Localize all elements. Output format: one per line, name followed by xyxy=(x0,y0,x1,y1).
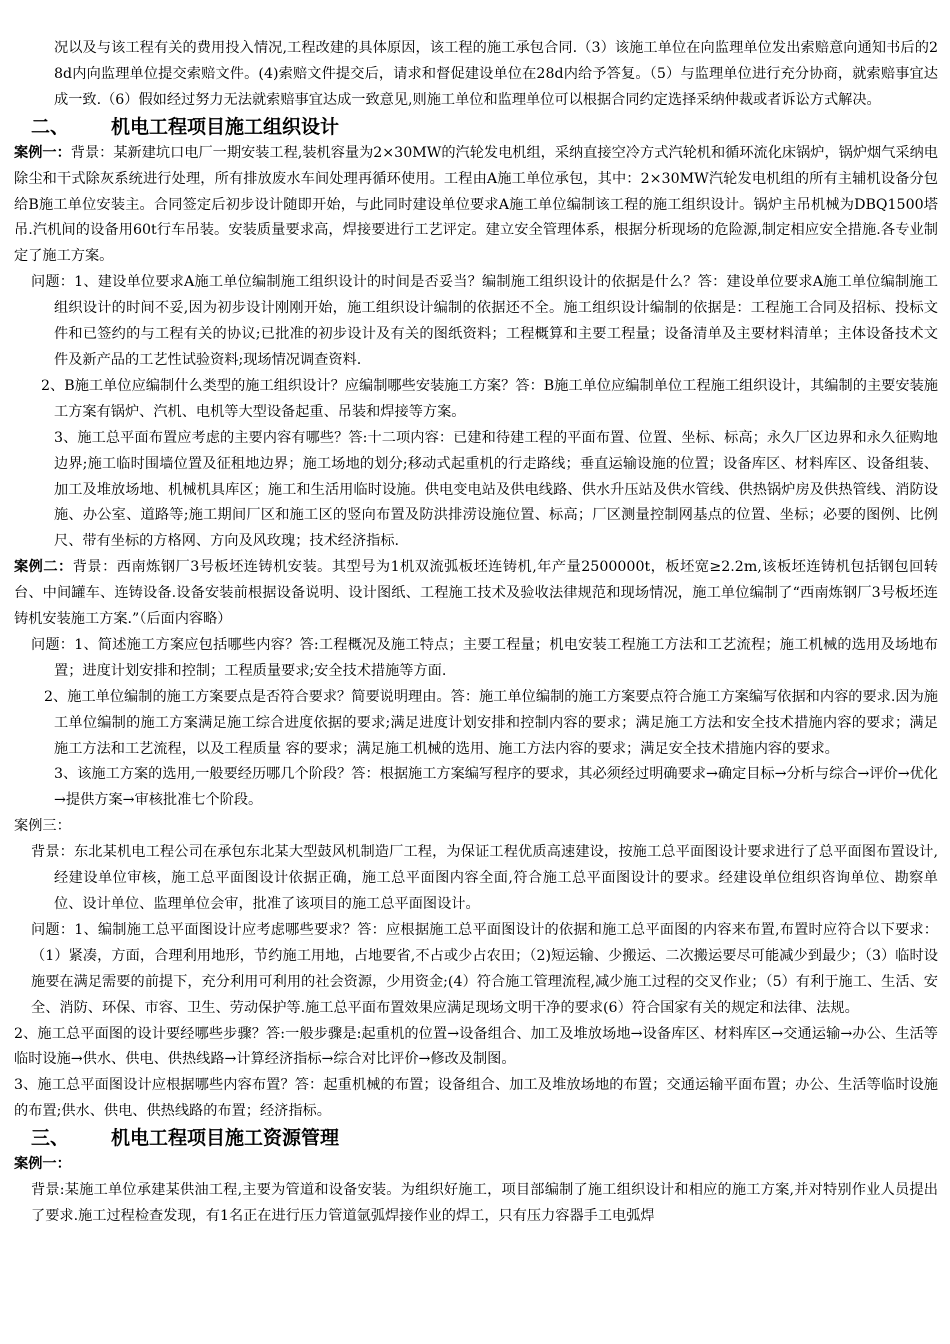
document-page xyxy=(14,36,938,1230)
case-background-text: 背景：西南炼钢厂3号板坯连铸机安装。其型号为1机双流弧板坯连铸机,年产量2500000t，板坯宽≥2.2m,该板坯连铸机包括钢包回转台、中间罐车、连铸设备.设备安装前根据设备说明、设计图纸、工程施工技术及验收法律规范和现场情况，施工单位编制了“西南炼钢厂3号板坯连铸机安装施工方案.”（后面内容略） xyxy=(14,559,938,628)
case-1-question-1: 问题：1、建设单位要求A施工单位编制施工组织设计的时间是否妥当？编制施工组织设计的依据是什么？答：建设单位要求A施工单位编制施工组织设计的时间不妥,因为初步设计刚刚开始，施工组织设计编制的依据还不全。施工组织设计编制的依据是：工程施工合同及招标、投标文件和已签约的与工程有关的协议;已批准的初步设计及有关的图纸资料；工程概算和主要工程量；设备清单及主要材料清单；主体设备技术文件及新产品的工艺性试验资料;现场情况调查资料. xyxy=(31,274,938,368)
case-2-background xyxy=(14,555,938,633)
case-label: 案例一： xyxy=(14,144,71,161)
section-number: 二、 xyxy=(31,115,70,138)
case-3-label: 案例三： xyxy=(14,818,71,835)
case-label: 案例二： xyxy=(14,559,73,576)
case-1-question-3: 3、施工总平面布置应考虑的主要内容有哪些？答:十二项内容：已建和待建工程的平面布置、位置、坐标、标高；永久厂区边界和永久征购地边界;施工临时围墙位置及征租地边界；施工场地的划分;移动式起重机的行走路线；垂直运输设施的位置；设备库区、材料库区、设备组装、加工及堆放场地、机械机具库区；施工和生活用临时设施。供电变电站及供电线路、供水升压站及供水管线、供热锅炉房及供热管线、消防设施、办公室、道路等;施工期间厂区和施工区的竖向布置及防洪排涝设施位置、标高；厂区测量控制网基点的位置、坐标；必要的图例、比例尺、带有坐标的方格网、方向及风玫瑰；技术经济指标. xyxy=(54,429,938,550)
section-heading-3 xyxy=(14,1125,938,1152)
case-2-question-3: 3、该施工方案的选用,一般要经历哪几个阶段？答：根据施工方案编写程序的要求，其必须经过明确要求→确定目标→分析与综合→评价→优化→提供方案→审核批准七个阶段。 xyxy=(54,766,938,809)
case-3-question-3: 3、施工总平面图设计应根据哪些内容布置？答：起重机械的布置；设备组合、加工及堆放场地的布置；交通运输平面布置；办公、生活等临时设施的布置;供水、供电、供热线路的布置；经济指标。 xyxy=(14,1077,938,1120)
case-background-text: 背景：某新建坑口电厂一期安装工程,装机容量为2×30MW的汽轮发电机组，采纳直接空冷方式汽轮机和循环流化床锅炉，锅炉烟气采纳电除尘和干式除灰系统进行处理，所有排放废水车间处理再循环使用。工程由A施工单位承包，其中：2×30MW汽轮发电机组的所有主辅机设备分包给B施工单位安装主。合同签定后初步设计随即开始，与此同时建设单位要求A施工单位编制该工程的施工组织设计。锅炉主吊机械为DBQ1500塔吊.汽机间的设备用60t行车吊装。安装质量要求高，焊接要进行工艺评定。建立安全管理体系，根据分析现场的危险源,制定相应安全措施.各专业制定了施工方案。 xyxy=(14,144,938,265)
intro-paragraph: 况以及与该工程有关的费用投入情况,工程改建的具体原因，该工程的施工承包合同.（3）该施工单位在向监理单位发出索赔意向通知书后的28d内向监理单位提交索赔文件。(4)索赔文件提交后，请求和督促建设单位在28d内给予答复。（5）与监理单位进行充分协商，就索赔事宜达成一致.（6）假如经过努力无法就索赔事宜达成一致意见,则施工单位和监理单位可以根据合同约定选择采纳仲裁或者诉讼方式解决。 xyxy=(54,40,938,108)
case-3-question-2: 2、施工总平面图的设计要经哪些步骤？答:一般步骤是:起重机的位置→设备组合、加工及堆放场地→设备库区、材料库区→交通运输→办公、生活等临时设施→供水、供电、供热线路→计算经济指标→综合对比评价→修改及制图。 xyxy=(14,1025,938,1068)
case-1-background xyxy=(14,141,938,271)
section-number: 三、 xyxy=(31,1127,70,1150)
case-label: 案例一： xyxy=(14,1156,71,1173)
case-2-question-2: 2、施工单位编制的施工方案要点是否符合要求？简要说明理由。答：施工单位编制的施工方案要点符合施工方案编写依据和内容的要求.因为施工单位编制的施工方案满足施工综合进度依据的要求;满足进度计划安排和控制内容的要求；满足施工方法和安全技术措施内容的要求；满足施工方法和工艺流程，以及工程质量 容的要求；满足施工机械的选用、施工方法内容的要求；满足安全技术措施内容的要求。 xyxy=(44,688,938,757)
section-title: 机电工程项目施工组织设计 xyxy=(111,115,340,138)
section-3-case-1-background: 背景:某施工单位承建某供油工程,主要为管道和设备安装。为组织好施工，项目部编制了施工组织设计和相应的施工方案,并对特别作业人员提出了要求.施工过程检查发现，有1名正在进行压力管道氩弧焊接作业的焊工，只有压力容器手工电弧焊 xyxy=(31,1182,938,1224)
case-3-question-1: 问题：1、编制施工总平面图设计应考虑哪些要求？答：应根据施工总平面图设计的依据和施工总平面图的内容来布置,布置时应符合以下要求：（1）紧凑，方面，合理利用地形，节约施工用地，占地要省,不占或少占农田；（2)短运输、少搬运、二次搬运要尽可能减少到最少；（3）临时设施要在满足需要的前提下，充分利用可利用的社会资源，少用资金;(4）符合施工管理流程,减少施工过程的交叉作业；（5）有利于施工、生活、安全、消防、环保、市容、卫生、劳动保护等.施工总平面布置效果应满足现场文明干净的要求(6）符合国家有关的规定和法律、法规。 xyxy=(31,921,938,1016)
case-2-question-1: 问题：1、简述施工方案应包括哪些内容？答:工程概况及施工特点；主要工程量；机电安装工程施工方法和工艺流程；施工机械的选用及场地布置；进度计划安排和控制；工程质量要求;安全技术措施等方面. xyxy=(31,636,938,679)
section-heading-2 xyxy=(14,114,938,141)
case-1-question-2: 2、B施工单位应编制什么类型的施工组织设计？应编制哪些安装施工方案？答：B施工单位应编制单位工程施工组织设计，其编制的主要安装施工方案有锅炉、汽机、电机等大型设备起重、吊装和焊接等方案。 xyxy=(41,377,938,420)
section-title: 机电工程项目施工资源管理 xyxy=(111,1127,340,1150)
case-3-background: 背景：东北某机电工程公司在承包东北某大型鼓风机制造厂工程，为保证工程优质高速建设，按施工总平面图设计要求进行了总平面图布置设计,经建设单位审核，施工总平面图设计依据正确，施工总平面图内容全面,符合施工总平面图设计的要求。经建设单位组织咨询单位、勘察单位、设计单位、监理单位会审，批准了该项目的施工总平面图设计。 xyxy=(31,844,938,912)
section-3-case-1-label xyxy=(14,1152,938,1178)
